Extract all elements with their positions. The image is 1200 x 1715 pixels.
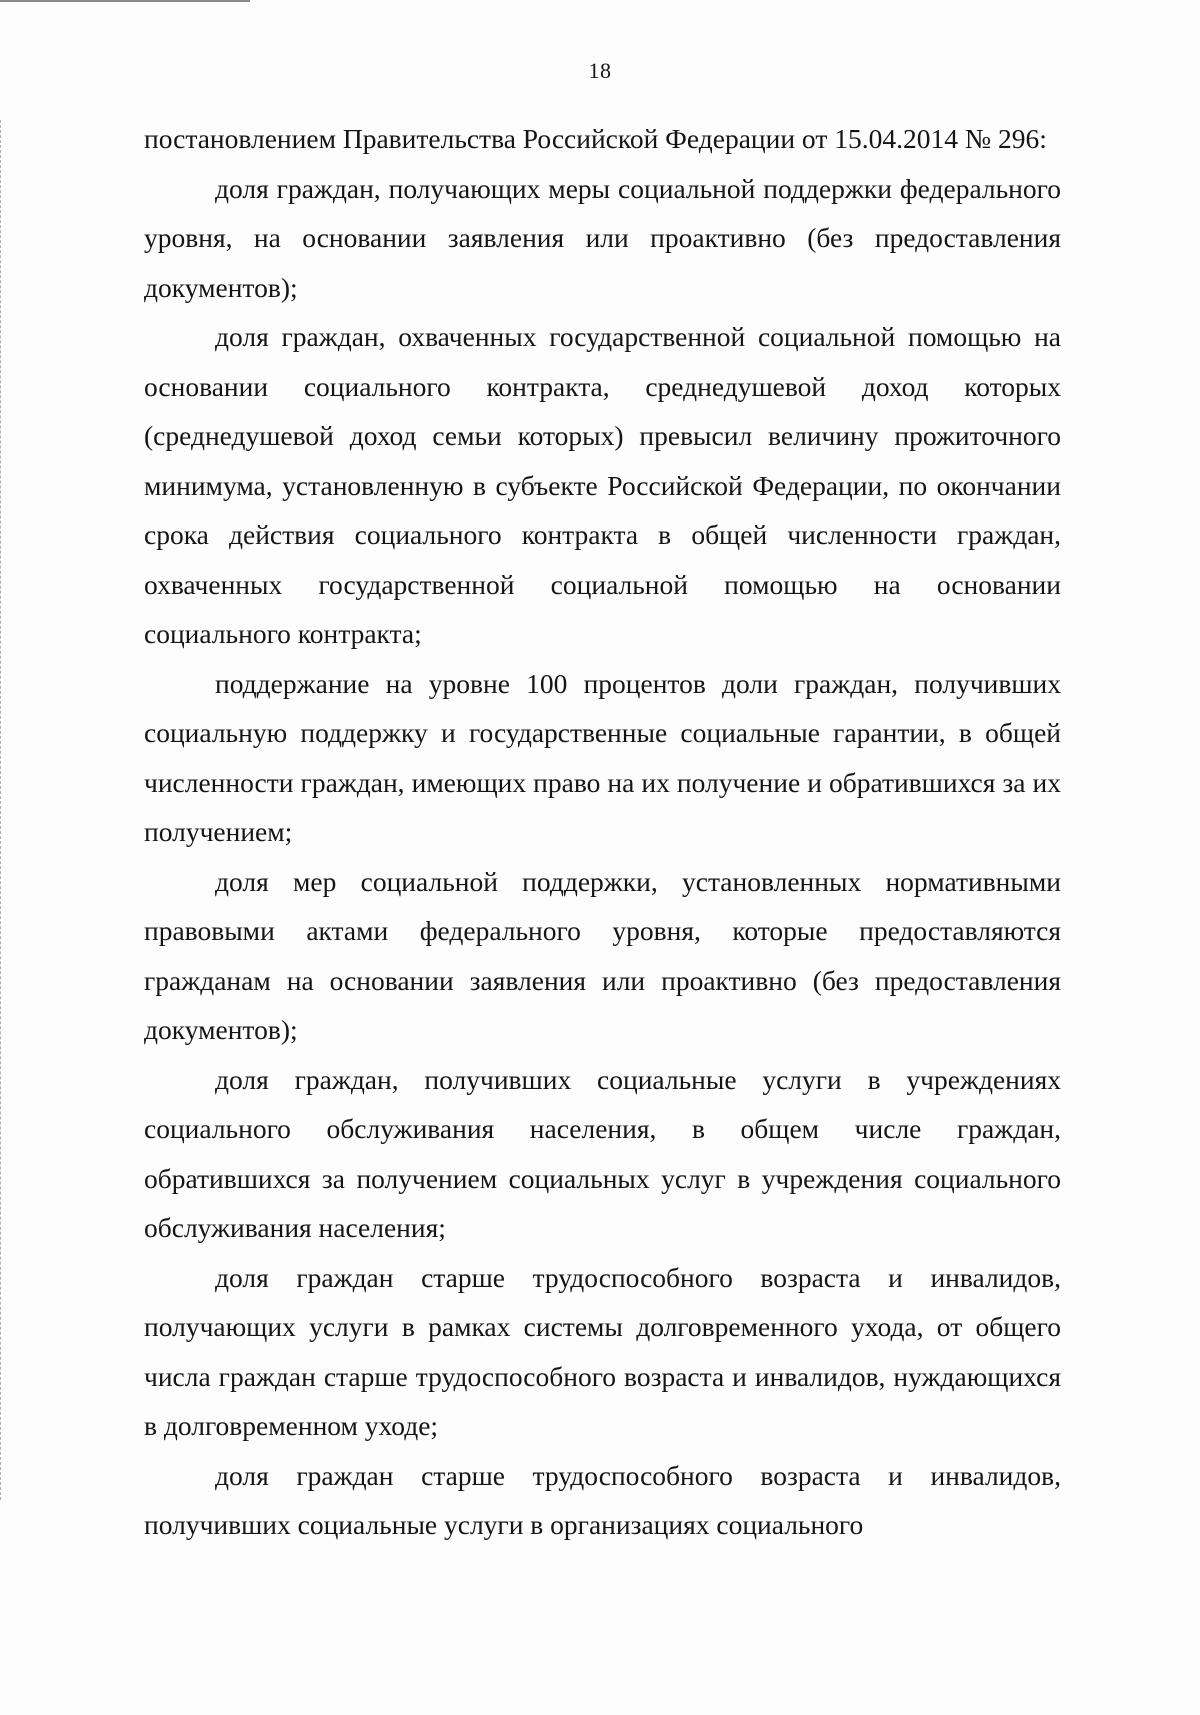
paragraph-intro: постановлением Правительства Российской Федерации от 15.04.2014 № 296:	[144, 123, 1047, 154]
paragraph-social-services-share: доля граждан, получивших социальные услуги в учреждениях социального обслуживания населения, в общем числе граждан, обратившихся за получением социальных услуг в учреждения социального обслуживания населения;	[144, 1063, 1061, 1243]
paragraph-support-measures-share: доля мер социальной поддержки, установленных нормативными правовыми актами федерального уровня, которые предоставляются гражданам на основании заявления или проактивно (без предоставления документов);	[144, 865, 1061, 1045]
paragraph-long-term-care-share: доля граждан старше трудоспособного возраста и инвалидов, получающих услуги в рамках системы долговременного ухода, от общего числа граждан старше трудоспособного возраста и инвалидов, нуждающихся в долговременном уходе;	[144, 1261, 1061, 1441]
paragraph-elderly-services-share: доля граждан старше трудоспособного возраста и инвалидов, получивших социальные услуги в организациях социального	[144, 1459, 1061, 1540]
scan-edge-top	[0, 0, 250, 6]
paragraph-guarantees-coverage: поддержание на уровне 100 процентов доли граждан, получивших социальную поддержку и государственные социальные гарантии, в общей численности граждан, имеющих право на их получение и обратившихся за их получением;	[144, 667, 1061, 847]
paragraph-federal-support-share: доля граждан, получающих меры социальной поддержки федерального уровня, на основании заявления или проактивно (без предоставления документов);	[144, 172, 1061, 303]
body-text	[144, 114, 1061, 1550]
page-number: 18	[588, 58, 612, 83]
paragraph-social-contract-share: доля граждан, охваченных государственной социальной помощью на основании социального контракта, среднедушевой доход которых (среднедушевой доход семьи которых) превысил величину прожиточного минимума, установленную в субъекте Российской Федерации, по окончании срока действия социального контракта в общей численности граждан, охваченных государственной социальной помощью на основании социального контракта;	[144, 321, 1061, 649]
scan-edge-left	[0, 120, 4, 1500]
